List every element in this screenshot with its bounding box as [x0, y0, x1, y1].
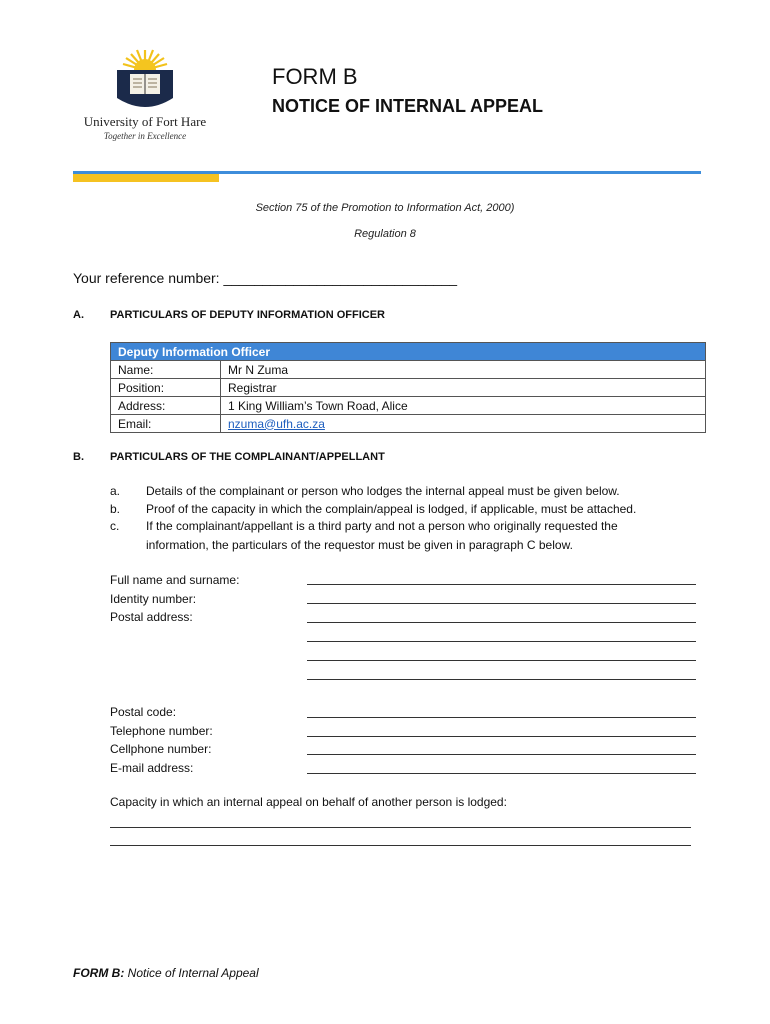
- postal-address-label: Postal address:: [110, 610, 193, 624]
- cellphone-label: Cellphone number:: [110, 742, 212, 756]
- row-value: [221, 415, 706, 433]
- university-name: University of Fort Hare: [83, 114, 207, 129]
- row-value: Registrar: [221, 379, 706, 397]
- postal-code-field[interactable]: [307, 717, 696, 718]
- postal-address-field[interactable]: [307, 660, 696, 661]
- identity-label: Identity number:: [110, 592, 197, 606]
- full-name-field[interactable]: [307, 584, 696, 585]
- deputy-officer-table: [110, 342, 706, 433]
- capacity-label: Capacity in which an internal appeal on behalf of another person is lodged:: [110, 795, 507, 809]
- regulation-reference: Regulation 8: [354, 228, 416, 240]
- list-text-continued: information, the particulars of the requestor must be given in paragraph C below.: [146, 538, 573, 552]
- postal-address-field[interactable]: [307, 622, 696, 623]
- list-text: Details of the complainant or person who lodges the internal appeal must be given below.: [146, 484, 620, 498]
- postal-address-field[interactable]: [307, 641, 696, 642]
- table-header: Deputy Information Officer: [111, 343, 706, 361]
- cellphone-field[interactable]: [307, 754, 696, 755]
- section-b-title: PARTICULARS OF THE COMPLAINANT/APPELLANT: [110, 451, 385, 463]
- capacity-field[interactable]: [110, 845, 691, 846]
- crest-icon: [70, 46, 220, 114]
- capacity-field[interactable]: [110, 827, 691, 828]
- table-row: [111, 361, 706, 379]
- postal-address-field[interactable]: [307, 679, 696, 680]
- telephone-field[interactable]: [307, 736, 696, 737]
- identity-field[interactable]: [307, 603, 696, 604]
- footer-text: Notice of Internal Appeal: [127, 966, 259, 980]
- row-key: Position:: [111, 379, 221, 397]
- reference-number-field[interactable]: Your reference number: ______________________________: [73, 270, 458, 286]
- section-reference: Section 75 of the Promotion to Information Act, 2000): [255, 202, 515, 214]
- list-text: If the complainant/appellant is a third party and not a person who originally requested the: [146, 519, 618, 533]
- form-title: FORM B: [272, 64, 358, 89]
- row-value: Mr N Zuma: [221, 361, 706, 379]
- header-rule-yellow: [73, 174, 219, 182]
- table-row: [111, 415, 706, 433]
- row-key: Email:: [111, 415, 221, 433]
- postal-code-label: Postal code:: [110, 705, 177, 719]
- list-marker: a.: [110, 484, 121, 498]
- section-a-title: PARTICULARS OF DEPUTY INFORMATION OFFICER: [110, 309, 385, 321]
- section-b-letter: B.: [73, 451, 84, 463]
- section-a-letter: A.: [73, 309, 84, 321]
- row-value: 1 King William’s Town Road, Alice: [221, 397, 706, 415]
- footer-bold: FORM B:: [73, 966, 125, 980]
- list-item: [110, 518, 618, 536]
- row-key: Name:: [111, 361, 221, 379]
- list-marker: b.: [110, 502, 121, 516]
- telephone-label: Telephone number:: [110, 724, 213, 738]
- table-row: [111, 379, 706, 397]
- footer: [73, 966, 259, 980]
- table-row: [111, 397, 706, 415]
- email-field[interactable]: [307, 773, 696, 774]
- list-item: [110, 483, 620, 501]
- table-header-row: [111, 343, 706, 361]
- email-link[interactable]: nzuma@ufh.ac.za: [228, 416, 325, 431]
- list-text: Proof of the capacity in which the complain/appeal is lodged, if applicable, must be attached.: [146, 502, 637, 516]
- row-key: Address:: [111, 397, 221, 415]
- list-marker: c.: [110, 519, 120, 533]
- full-name-label: Full name and surname:: [110, 573, 240, 587]
- list-item: [110, 501, 636, 519]
- email-label: E-mail address:: [110, 761, 194, 775]
- form-subtitle: NOTICE OF INTERNAL APPEAL: [272, 96, 544, 116]
- university-motto: Together in Excellence: [103, 131, 187, 141]
